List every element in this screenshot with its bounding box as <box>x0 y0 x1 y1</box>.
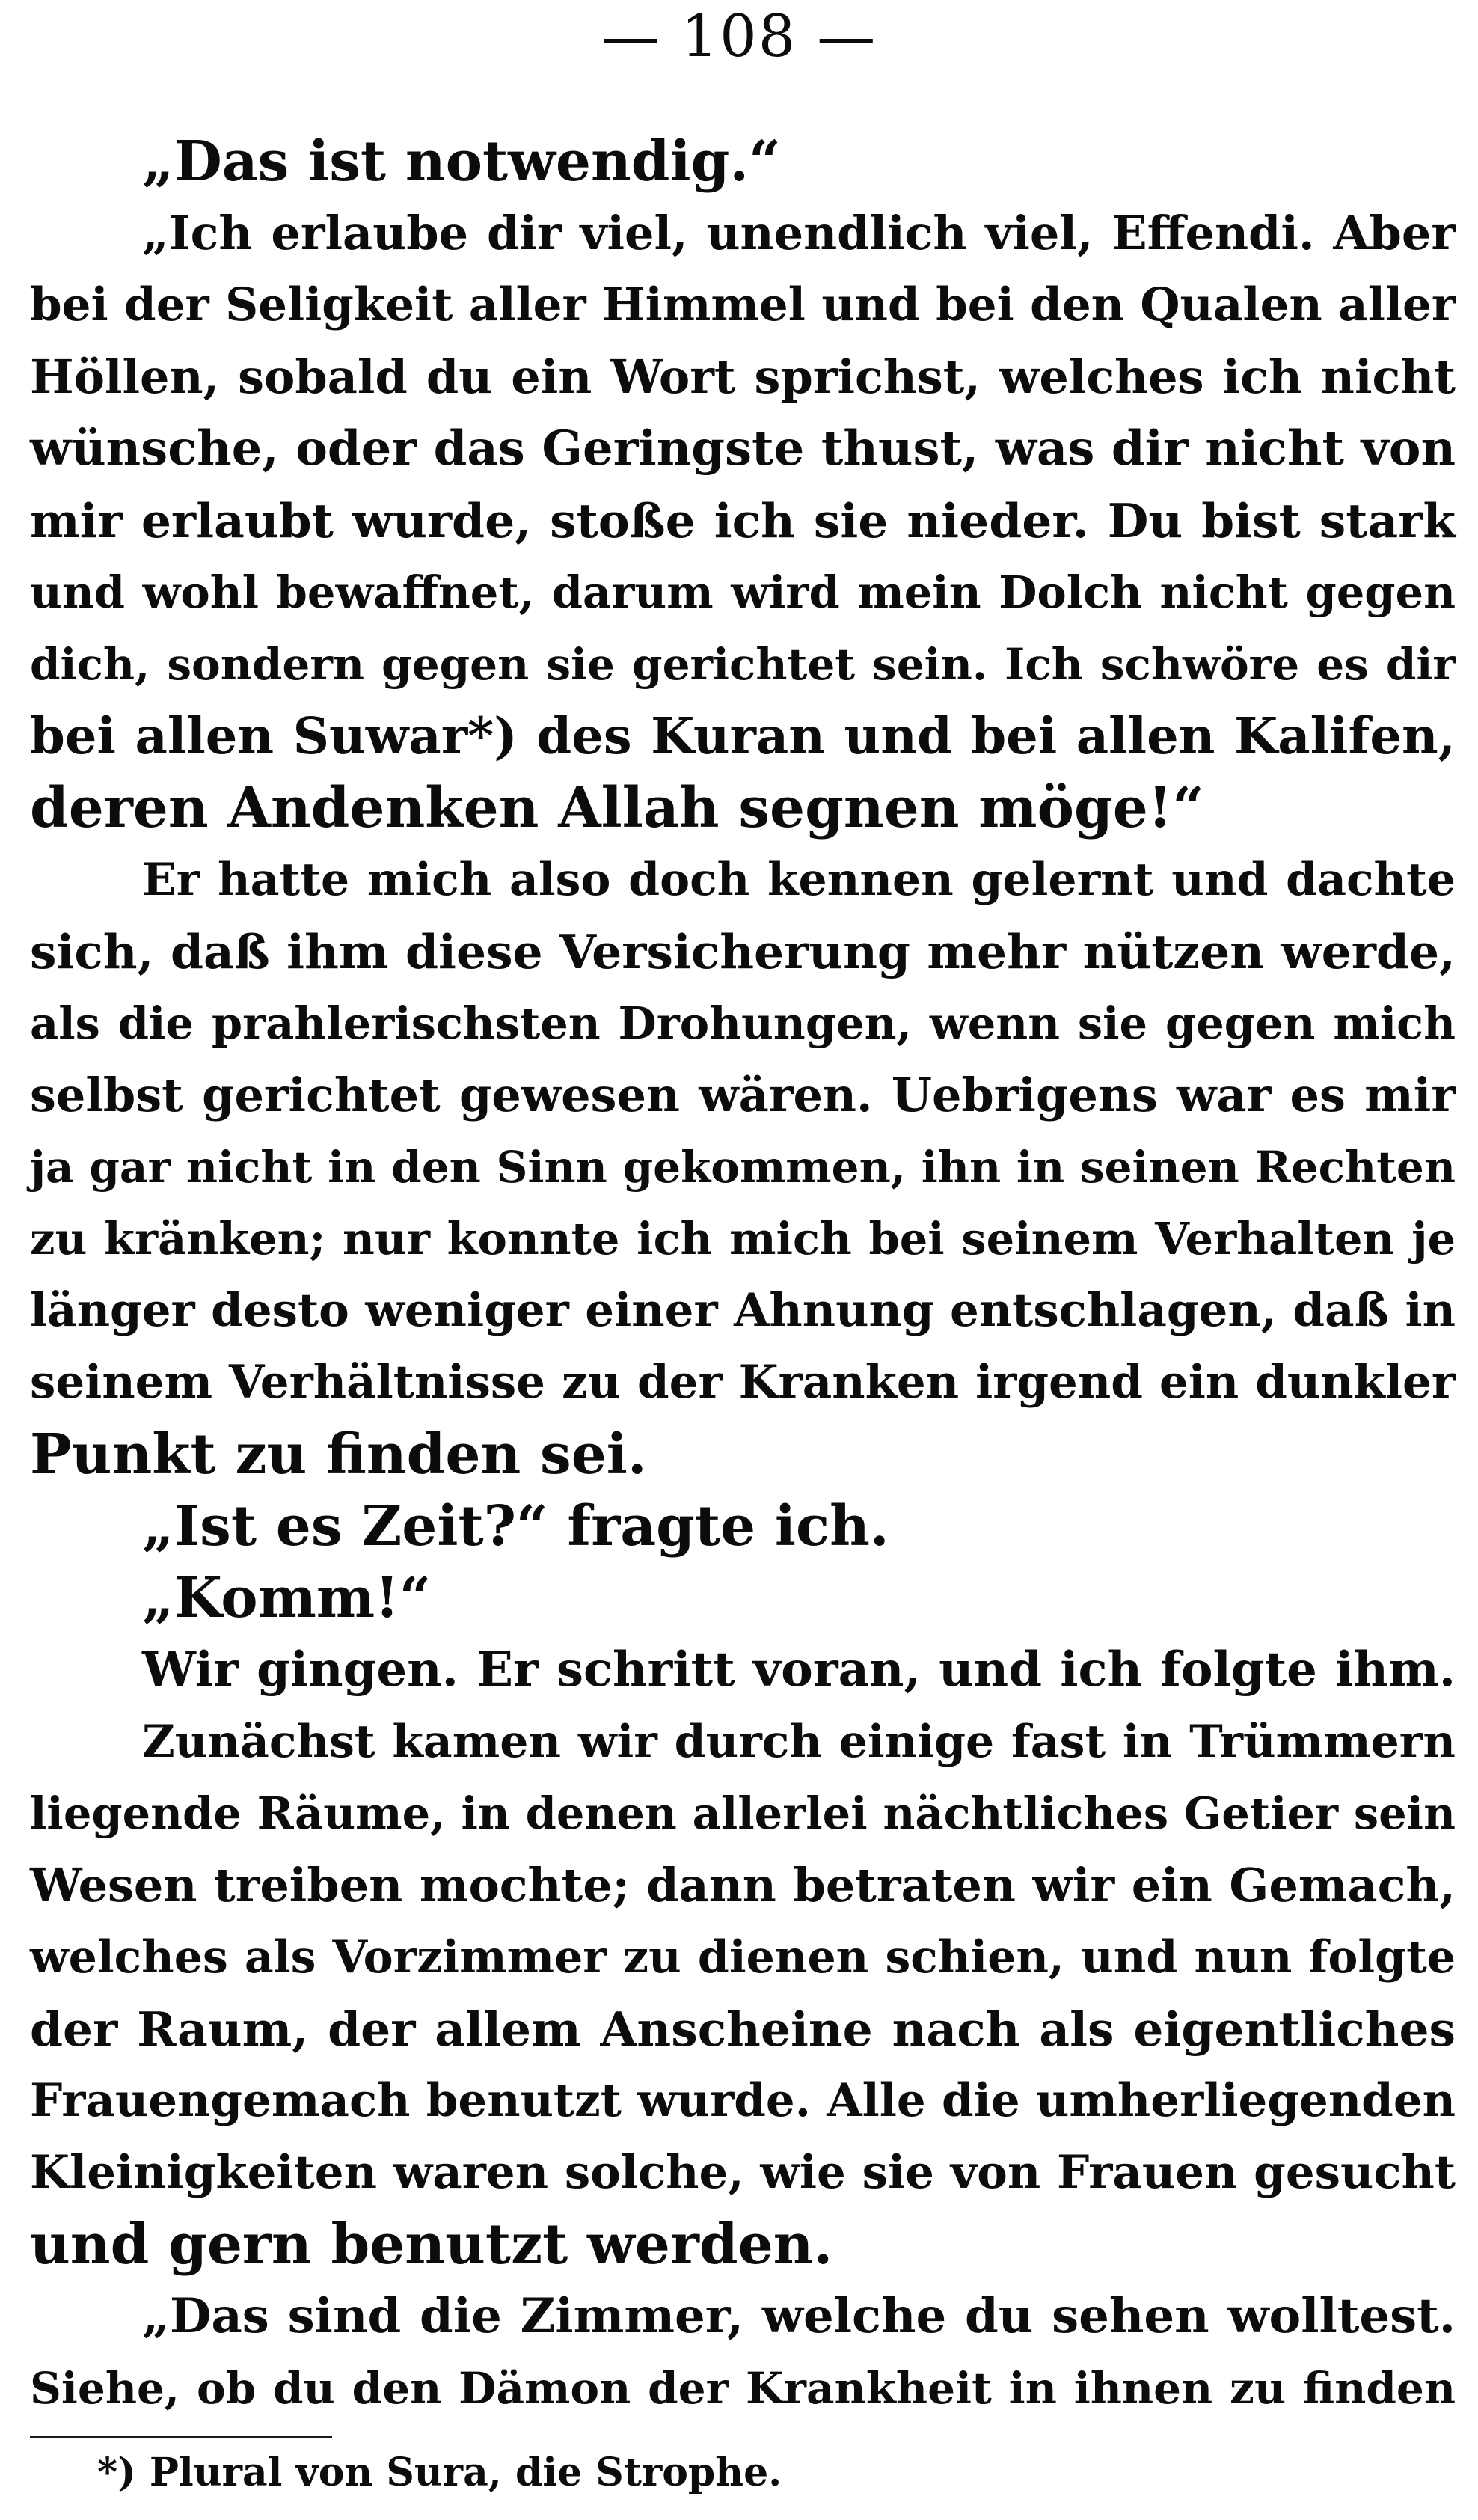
text-line: Er hatte mich also doch kennen gelernt und dachte <box>142 854 1456 906</box>
text-line: welches als Vorzimmer zu dienen schien, und nun folgte <box>30 1931 1456 1984</box>
text-line: mir erlaubt wurde, stoße ich sie nieder. Du bist stark <box>30 493 1456 548</box>
footnote-divider <box>30 2436 332 2438</box>
text-line: ja gar nicht in den Sinn gekommen, ihn in seinen Rechten <box>30 1142 1456 1193</box>
text-line: dich, sondern gegen sie gerichtet sein. Ich schwöre es dir <box>30 639 1456 690</box>
text-line: „Komm!“ <box>142 1566 432 1630</box>
text-line: Kleinigkeiten waren solche, wie sie von Frauen gesucht <box>30 2146 1456 2199</box>
text-line: „Ist es Zeit?“ fragte ich. <box>142 1494 889 1559</box>
text-line: Zunächst kamen wir durch einige fast in Trümmern <box>142 1716 1456 1768</box>
text-line: liegende Räume, in denen allerlei nächtliches Getier sein <box>30 1787 1456 1839</box>
text-line: Wesen treiben mochte; dann betraten wir ein Gemach, <box>30 1858 1456 1912</box>
text-line: und wohl bewaffnet, darum wird mein Dolch nicht gegen <box>30 566 1456 618</box>
text-line: selbst gerichtet gewesen wären. Uebrigens war es mir <box>30 1068 1456 1122</box>
body-text <box>30 126 1456 2424</box>
text-line: „Ich erlaube dir viel, unendlich viel, Effendi. Aber <box>142 206 1456 260</box>
text-line: Siehe, ob du den Dämon der Krankheit in ihnen zu finden <box>30 2363 1456 2414</box>
text-line: der Raum, der allem Anscheine nach als eigentliches <box>30 2001 1456 2057</box>
text-line: Wir gingen. Er schritt voran, und ich folgte ihm. <box>142 1642 1456 1698</box>
text-line: bei der Seligkeit aller Himmel und bei den Qualen aller <box>30 278 1456 331</box>
text-line: Frauengemach benutzt wurde. Alle die umherliegenden <box>30 2074 1456 2127</box>
text-line: als die prahlerischsten Drohungen, wenn sie gegen mich <box>30 997 1456 1049</box>
text-line: zu kränken; nur konnte ich mich bei seinem Verhalten je <box>30 1213 1456 1264</box>
text-line: bei allen Suwar*) des Kuran und bei allen Kalifen, <box>30 706 1456 765</box>
text-line: deren Andenken Allah segnen möge!“ <box>30 776 1204 840</box>
footnote: *) Plural von Sura, die Strophe. <box>97 2450 782 2495</box>
text-line: länger desto weniger einer Ahnung entschlagen, daß in <box>30 1284 1456 1337</box>
text-line: und gern benutzt werden. <box>30 2212 833 2277</box>
text-line: Punkt zu finden sei. <box>30 1422 647 1487</box>
text-line: wünsche, oder das Geringste thust, was dir nicht von <box>30 420 1456 477</box>
page-number: — 108 — <box>601 3 877 70</box>
text-line: sich, daß ihm diese Versicherung mehr nützen werde, <box>30 924 1456 979</box>
text-line: seinem Verhältnisse zu der Kranken irgend ein dunkler <box>30 1356 1456 1409</box>
text-line: Höllen, sobald du ein Wort sprichst, welches ich nicht <box>30 349 1456 404</box>
text-line: „Das ist notwendig.“ <box>142 129 781 194</box>
text-line: „Das sind die Zimmer, welche du sehen wolltest. <box>142 2288 1456 2344</box>
